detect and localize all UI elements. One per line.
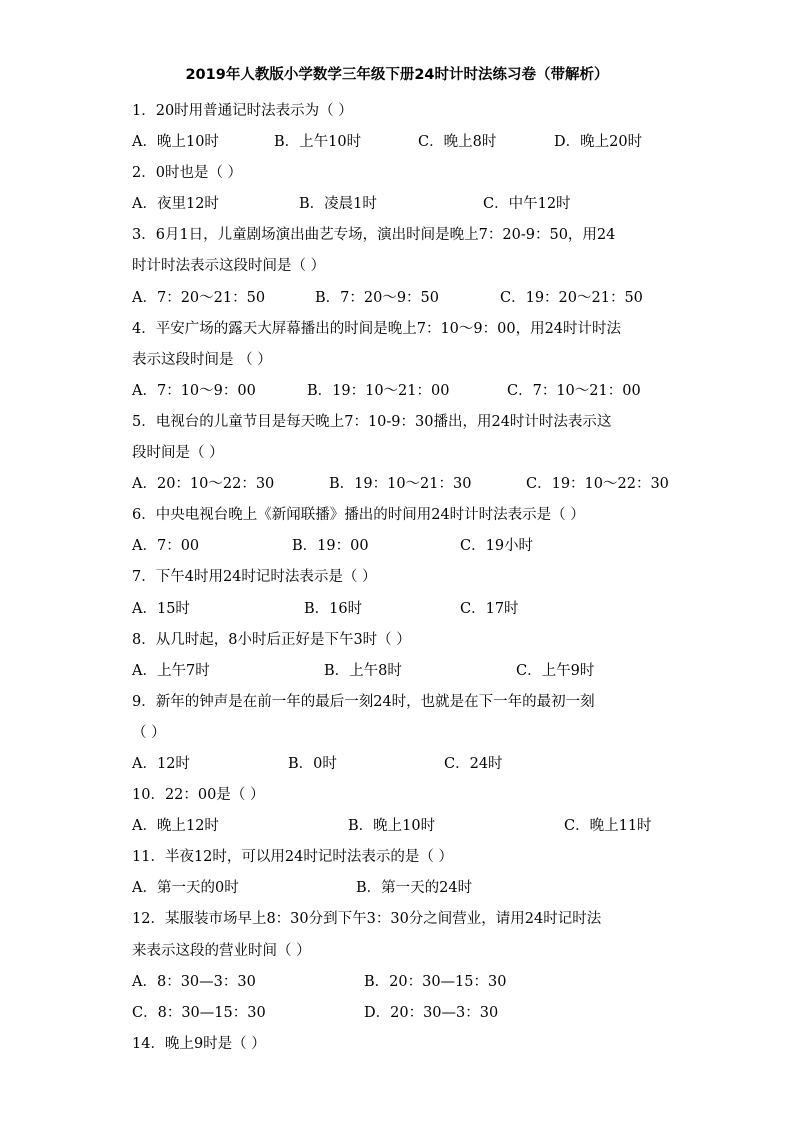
question-1-options	[132, 127, 672, 158]
question-14-line-1: 14．晚上9时是（ ）	[132, 1035, 266, 1052]
option-c: C．19：20～21：50	[500, 289, 643, 306]
question-1-line-1: 1．20时用普通记时法表示为（ ）	[132, 103, 353, 119]
option-c: C．中午12时	[483, 196, 571, 213]
option-a: A．第一天的0时	[132, 880, 239, 897]
option-c: C．晚上8时	[418, 134, 497, 151]
question-6-options	[132, 531, 672, 562]
question-8-line-1: 8．从几时起，8小时后正好是下午3时（ ）	[132, 631, 411, 648]
question-8-options	[132, 656, 672, 687]
question-5-line-2: 段时间是（ ）	[132, 445, 224, 462]
option-b: B．上午10时	[274, 134, 362, 151]
question-5-line-1: 5．电视台的儿童节目是每天晚上7：10-9：30播出，用24时计时法表示这	[132, 413, 612, 430]
option-b: B．16时	[304, 600, 363, 617]
option-b: B．20：30—15：30	[364, 973, 507, 990]
question-9-line-2: （ ）	[132, 724, 166, 741]
option-a: A．20：10～22：30	[132, 476, 275, 493]
question-10-options	[132, 811, 672, 842]
question-12-line-1: 12．某服装市场早上8：30分到下午3：30分之间营业，请用24时记时法	[132, 911, 602, 928]
option-a: A．晚上10时	[132, 134, 219, 151]
option-a: A．7：10～9：00	[132, 382, 256, 399]
question-3-options	[132, 283, 672, 314]
option-b: B．0时	[288, 755, 337, 772]
option-b: B．19：10～21：30	[329, 476, 472, 493]
option-b: B．7：20～9：50	[315, 289, 440, 306]
option-b: B．第一天的24时	[356, 880, 473, 897]
question-2-options	[132, 189, 672, 220]
option-d: D．晚上20时	[554, 134, 643, 151]
option-a: A．7：00	[132, 538, 200, 555]
option-b: B．19：10～21：00	[307, 382, 450, 399]
page-title: 2019年人教版小学数学三年级下册24时计时法练习卷（带解析）	[185, 67, 609, 83]
option-b: B．19：00	[292, 538, 369, 555]
option-c: C．8：30—15：30	[132, 1004, 266, 1021]
option-c: C．19：10～22：30	[526, 476, 669, 493]
option-a: A．8：30—3：30	[132, 973, 256, 990]
option-c: C．24时	[444, 755, 503, 772]
question-12-options-row-2	[132, 998, 672, 1029]
option-b: B．上午8时	[324, 662, 402, 679]
question-5-options	[132, 469, 672, 500]
question-6-line-1: 6．中央电视台晚上《新闻联播》播出的时间用24时计时法表示是（ ）	[132, 507, 585, 524]
option-a: A．晚上12时	[132, 818, 219, 835]
option-a: A．夜里12时	[132, 196, 219, 213]
option-a: A．上午7时	[132, 662, 210, 679]
question-4-options	[132, 376, 672, 407]
question-4-line-2: 表示这段时间是 （ ）	[132, 351, 272, 368]
question-7-options	[132, 594, 672, 625]
option-a: A．15时	[132, 600, 190, 617]
option-b: B．晚上10时	[348, 818, 436, 835]
option-c: C．上午9时	[516, 662, 595, 679]
question-2-line-1: 2．0时也是（ ）	[132, 165, 243, 182]
question-11-options	[132, 873, 672, 904]
question-list	[132, 96, 672, 1060]
question-11-line-1: 11．半夜12时，可以用24时记时法表示的是（ ）	[132, 849, 453, 866]
question-12-line-2: 来表示这段的营业时间（ ）	[132, 942, 311, 959]
question-4-line-1: 4．平安广场的露天大屏幕播出的时间是晚上7：10～9：00，用24时计时法	[132, 320, 622, 337]
option-d: D．20：30—3：30	[364, 1004, 499, 1021]
option-c: C．19小时	[460, 538, 534, 555]
option-c: C．7：10～21：00	[507, 382, 641, 399]
question-9-line-1: 9．新年的钟声是在前一年的最后一刻24时，也就是在下一年的最初一刻	[132, 693, 595, 710]
option-a: A．7：20～21：50	[132, 289, 266, 306]
question-3-line-2: 时计时法表示这段时间是（ ）	[132, 258, 326, 275]
option-a: A．12时	[132, 755, 190, 772]
question-9-options	[132, 749, 672, 780]
question-10-line-1: 10．22：00是（ ）	[132, 787, 265, 804]
question-7-line-1: 7．下午4时用24时记时法表示是（ ）	[132, 569, 377, 586]
option-b: B．凌晨1时	[299, 196, 377, 213]
option-c: C．晚上11时	[564, 818, 652, 835]
question-3-line-1: 3．6月1日，儿童剧场演出曲艺专场，演出时间是晚上7：20-9：50，用24	[132, 227, 616, 244]
option-c: C．17时	[460, 600, 519, 617]
question-12-options-row-1	[132, 967, 672, 998]
